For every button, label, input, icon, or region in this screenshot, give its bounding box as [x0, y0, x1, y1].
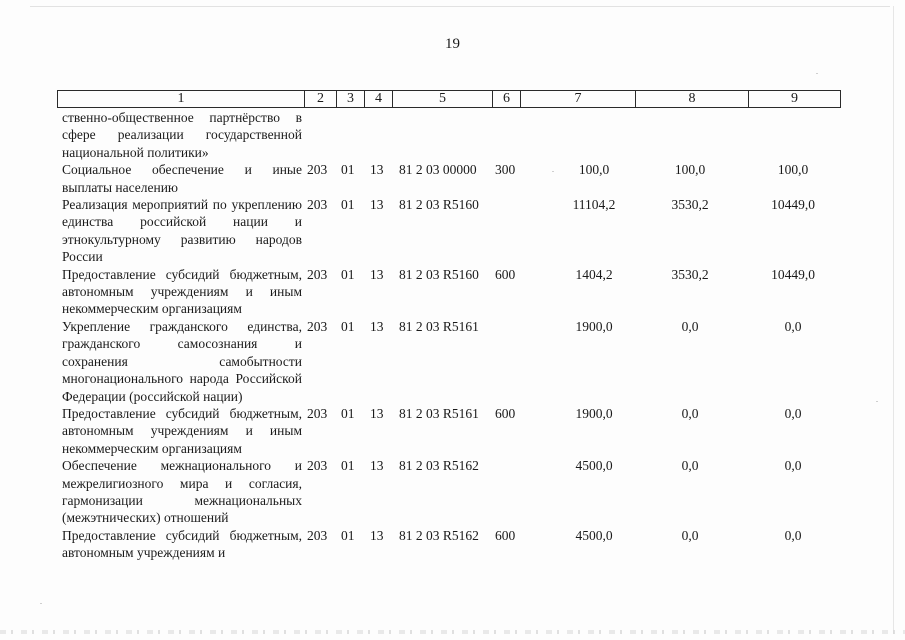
amount-col-7: 1404,2: [575, 266, 613, 282]
row-description: Предоставление субсидий бюджетным, автономным учреждениям и иным некоммерческим организациям: [62, 405, 302, 456]
amount-col-8: 100,0: [674, 162, 706, 178]
target-article-code: 81 2 03 R5162: [399, 458, 479, 474]
subsection-code: 13: [370, 162, 384, 178]
amount-col-7: 4500,0: [575, 458, 613, 474]
row-description: Предоставление субсидий бюджетным, автономным учреждениям и: [62, 527, 302, 561]
amount-col-9: 10449,0: [771, 197, 815, 213]
column-header-row: [58, 91, 841, 108]
amount-col-7: 11104,2: [572, 197, 616, 213]
scan-edge-right: [893, 6, 894, 634]
scan-edge-top: [30, 6, 890, 7]
amount-col-9: 0,0: [784, 527, 802, 543]
row-description: Социальное обеспечение и иные выплаты населению: [62, 162, 302, 195]
section-code: 01: [341, 318, 355, 334]
row-description: Реализация мероприятий по укреплению единства российской нации и этнокультурному развитию народов России: [62, 197, 302, 265]
table-row: [57, 161, 847, 196]
expense-type-code: 600: [495, 266, 516, 282]
target-article-code: 81 2 03 R5161: [399, 405, 479, 421]
subsection-code: 13: [370, 266, 384, 282]
section-code: 01: [341, 266, 355, 282]
amount-col-9: 10449,0: [771, 266, 815, 282]
subsection-code: 13: [370, 405, 384, 421]
scan-speck: [40, 603, 42, 604]
ministry-code: 203: [307, 527, 328, 543]
table-row: [57, 457, 847, 527]
section-code: 01: [341, 527, 355, 543]
subsection-code: 13: [370, 318, 384, 334]
expense-type-code: 600: [495, 405, 516, 421]
section-code: 01: [341, 405, 355, 421]
column-header-7: 7: [521, 91, 636, 108]
column-header-4: 4: [365, 91, 393, 108]
ministry-code: 203: [307, 318, 328, 334]
row-description: ственно-общественное партнёрство в сфере реализации государственной национальной политики»: [62, 110, 302, 160]
ministry-code: 203: [307, 162, 328, 178]
target-article-code: 81 2 03 00000: [399, 162, 477, 178]
table-row: [57, 405, 847, 457]
column-header-5: 5: [393, 91, 493, 108]
scan-speck: [876, 401, 878, 402]
ministry-code: 203: [307, 405, 328, 421]
row-description: Укрепление гражданского единства, гражданского самосознания и сохранения самобытности многонационального народа Российской Федерации (российской нации): [62, 318, 302, 404]
amount-col-9: 0,0: [784, 405, 802, 421]
subsection-code: 13: [370, 197, 384, 213]
target-article-code: 81 2 03 R5160: [399, 197, 479, 213]
amount-col-9: 0,0: [784, 458, 802, 474]
column-header-1: 1: [58, 91, 305, 108]
scan-speck: [552, 171, 554, 172]
ministry-code: 203: [307, 266, 328, 282]
table-row: [57, 318, 847, 405]
ministry-code: 203: [307, 197, 328, 213]
amount-col-8: 0,0: [681, 318, 699, 334]
expense-type-code: 300: [495, 162, 516, 178]
column-header-3: 3: [337, 91, 365, 108]
table-row: [57, 266, 847, 318]
page-number: 19: [445, 36, 460, 52]
subsection-code: 13: [370, 458, 384, 474]
section-code: 01: [341, 197, 355, 213]
scan-edge-bottom: [0, 630, 905, 634]
amount-col-7: 1900,0: [575, 318, 613, 334]
section-code: 01: [341, 162, 355, 178]
column-header-9: 9: [749, 91, 841, 108]
amount-col-9: 0,0: [784, 318, 802, 334]
table-body: [57, 109, 847, 562]
column-header-2: 2: [305, 91, 337, 108]
scan-speck: [816, 73, 818, 74]
amount-col-8: 0,0: [681, 527, 699, 543]
amount-col-7: 1900,0: [575, 405, 613, 421]
table-row: [57, 527, 847, 562]
target-article-code: 81 2 03 R5162: [399, 527, 479, 543]
table-row: [57, 109, 847, 161]
target-article-code: 81 2 03 R5160: [399, 266, 479, 282]
amount-col-9: 100,0: [777, 162, 809, 178]
ministry-code: 203: [307, 458, 328, 474]
row-description: Обеспечение межнационального и межрелигиозного мира и согласия, гармонизации межнациональных (межэтнических) отношений: [62, 458, 302, 526]
target-article-code: 81 2 03 R5161: [399, 318, 479, 334]
row-description: Предоставление субсидий бюджетным, автономным учреждениям и иным некоммерческим организациям: [62, 266, 302, 317]
amount-col-8: 0,0: [681, 458, 699, 474]
amount-col-7: 4500,0: [575, 527, 613, 543]
column-header-6: 6: [493, 91, 521, 108]
amount-col-8: 0,0: [681, 405, 699, 421]
table-row: [57, 196, 847, 266]
expense-type-code: 600: [495, 527, 516, 543]
section-code: 01: [341, 458, 355, 474]
amount-col-7: 100,0: [578, 162, 610, 178]
amount-col-8: 3530,2: [671, 266, 709, 282]
column-header-8: 8: [636, 91, 749, 108]
amount-col-8: 3530,2: [671, 197, 709, 213]
column-header-table: [57, 90, 841, 108]
subsection-code: 13: [370, 527, 384, 543]
